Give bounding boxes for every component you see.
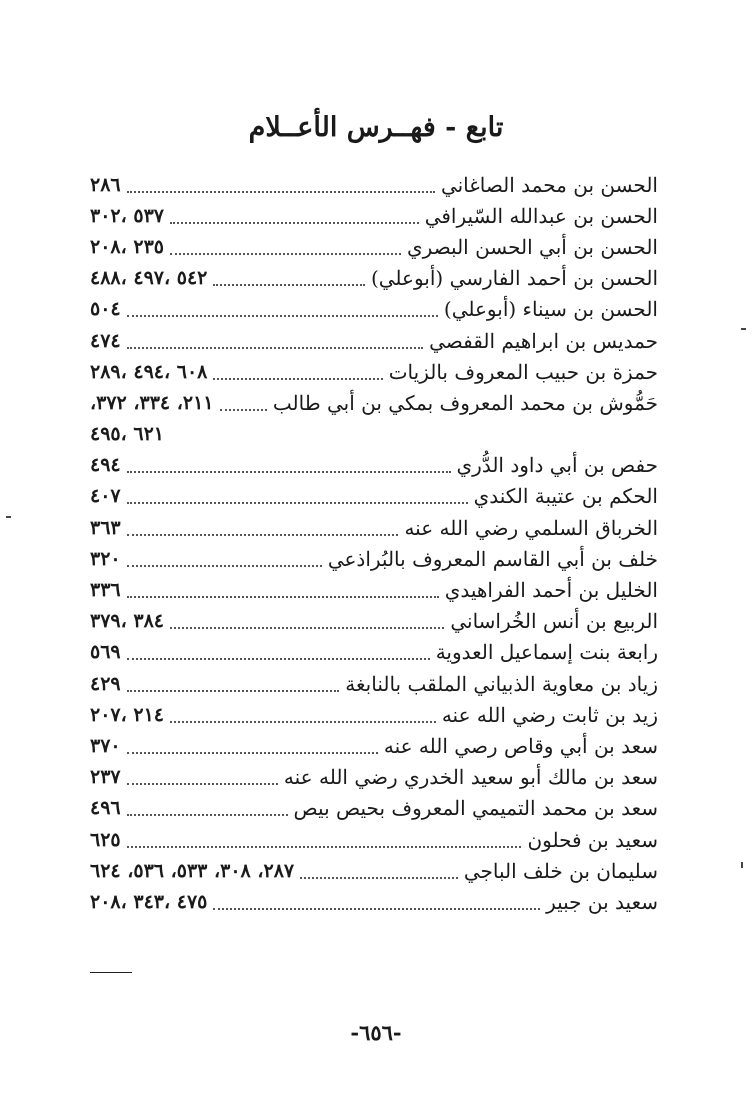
index-entry (90, 730, 658, 761)
index-entry (90, 824, 658, 855)
entry-name: سعد بن مالك أبو سعيد الخدري رضي الله عنه (283, 765, 658, 790)
dot-leader (170, 222, 419, 224)
entry-name: سعد بن محمد التميمي المعروف بحيص بيص (293, 796, 658, 821)
dot-leader (127, 502, 468, 504)
index-entry (90, 574, 658, 605)
entry-pages: ٣٣٦ (90, 579, 121, 602)
entry-name: الحكم بن عتيبة الكندي (473, 484, 658, 509)
dot-leader (127, 783, 278, 785)
dot-leader (127, 471, 451, 473)
index-entry (90, 200, 658, 231)
page-title: تابع - فهــرس الأعــلام (248, 112, 504, 143)
dot-leader (127, 596, 439, 598)
dot-leader (213, 284, 365, 286)
dot-leader (300, 877, 458, 879)
entry-name: حمديس بن ابراهيم القفصي (429, 328, 658, 353)
index-entry (90, 793, 658, 824)
entry-name: حمزة بن حبيب المعروف بالزيات (388, 359, 658, 384)
dot-leader (127, 315, 438, 317)
dot-leader (127, 565, 322, 567)
entry-pages: ٣٦٣ (90, 516, 121, 539)
dot-leader (127, 752, 378, 754)
entry-pages: ٥٤٢ ،٤٩٧ ،٤٨٨ (90, 267, 208, 290)
dot-leader (127, 658, 430, 660)
entry-pages: ٢٨٧، ٣٠٨، ٥٣٣، ٥٣٦، ٦٢٤ (90, 859, 295, 882)
index-entry (90, 543, 658, 574)
entry-name: الخليل بن أحمد الفراهيدي (444, 578, 658, 603)
entry-name: رابعة بنت إسماعيل العدوية (435, 640, 658, 665)
entry-pages: ٥٠٤ (90, 298, 121, 321)
dot-leader (213, 378, 382, 380)
entry-name: زيد بن ثابت رضي الله عنه (441, 702, 658, 727)
entry-name: سعد بن أبي وقاص رصي الله عنه (383, 733, 658, 758)
entry-name: الحسن بن أبي الحسن البصري (407, 234, 658, 259)
entry-pages: ٢١١، ٣٣٤، ٣٧٢، (90, 391, 214, 414)
index-entry (90, 450, 658, 481)
entry-pages: ٣٨٤ ،٣٧٩ (90, 610, 164, 633)
dot-leader (220, 409, 267, 411)
entry-pages: ٣٧٠ (90, 734, 121, 757)
entry-pages: ٣٢٠ (90, 547, 121, 570)
index-entry (90, 855, 658, 886)
entry-name: الحسن بن سيناء (أبوعلي) (443, 297, 658, 322)
page-number: -٦٥٦- (350, 1020, 402, 1045)
index-entries (90, 169, 658, 918)
scan-mark-left (6, 516, 11, 518)
entry-pages: ٦٢٥ (90, 828, 121, 851)
index-entry (90, 356, 658, 387)
entry-name: سعيد بن فحلون (527, 827, 658, 852)
entry-pages: ٤٧٥ ،٣٤٣ ،٢٠٨ (90, 890, 208, 913)
index-entry (90, 231, 658, 262)
entry-pages: ٤٢٩ (90, 672, 121, 695)
entry-pages: ٦٢١ ،٤٩٥ (90, 423, 164, 446)
entry-name: الخرباق السلمي رضي الله عنه (404, 515, 658, 540)
index-entry (90, 325, 658, 356)
entry-name: الحسن بن عبدالله السّيرافي (424, 203, 658, 228)
dot-leader (170, 253, 401, 255)
dot-leader (127, 191, 435, 193)
index-entry (90, 762, 658, 793)
entry-name: خلف بن أبي القاسم المعروف بالبُراذعي (327, 546, 658, 571)
entry-name: حَمُّوش بن محمد المعروف بمكي بن أبي طالب (272, 390, 658, 415)
entry-pages: ٢٣٥ ،٢٠٨ (90, 235, 164, 258)
entry-name: الحسن بن محمد الصاغاني (440, 172, 658, 197)
entry-pages: ٥٣٧ ،٣٠٢ (90, 204, 164, 227)
dot-leader (170, 721, 436, 723)
entry-name: زياد بن معاوية الذبياني الملقب بالنابغة (345, 671, 658, 696)
dot-leader (127, 534, 399, 536)
dot-leader (170, 627, 444, 629)
scan-mark-right-bottom (741, 862, 743, 868)
index-entry (90, 294, 658, 325)
dot-leader (127, 814, 288, 816)
index-entry (90, 637, 658, 668)
index-entry (90, 606, 658, 637)
index-entry (90, 668, 658, 699)
entry-pages: ٥٦٩ (90, 641, 121, 664)
index-entry (90, 886, 658, 917)
dot-leader (127, 690, 340, 692)
index-entry (90, 699, 658, 730)
index-entry (90, 512, 658, 543)
footnote-rule (90, 972, 132, 973)
entry-pages: ٢١٤ ،٢٠٧ (90, 703, 164, 726)
entry-name: سعيد بن جبير (546, 889, 658, 914)
entry-name: الربيع بن أنس الخُراساني (450, 609, 658, 634)
dot-leader (127, 347, 424, 349)
entry-name: حفص بن أبي داود الدُّري (456, 453, 658, 478)
entry-pages: ٦٠٨ ،٤٩٤ ،٢٨٩ (90, 360, 208, 383)
entry-pages: ٤٧٤ (90, 329, 121, 352)
entry-name: الحسن بن أحمد الفارسي (أبوعلي) (370, 266, 658, 291)
entry-pages: ٤٩٦ (90, 797, 121, 820)
entry-pages: ٢٣٧ (90, 766, 121, 789)
index-entry (90, 387, 658, 418)
index-entry (90, 419, 658, 450)
index-entry (90, 481, 658, 512)
dot-leader (127, 846, 522, 848)
index-entry (90, 263, 658, 294)
entry-name: سليمان بن خلف الباجي (463, 858, 658, 883)
entry-pages: ٤٩٤ (90, 454, 121, 477)
entry-pages: ٤٠٧ (90, 485, 121, 508)
index-entry (90, 169, 658, 200)
entry-pages: ٢٨٦ (90, 173, 121, 196)
scan-mark-right-top (741, 328, 746, 330)
dot-leader (213, 908, 540, 910)
